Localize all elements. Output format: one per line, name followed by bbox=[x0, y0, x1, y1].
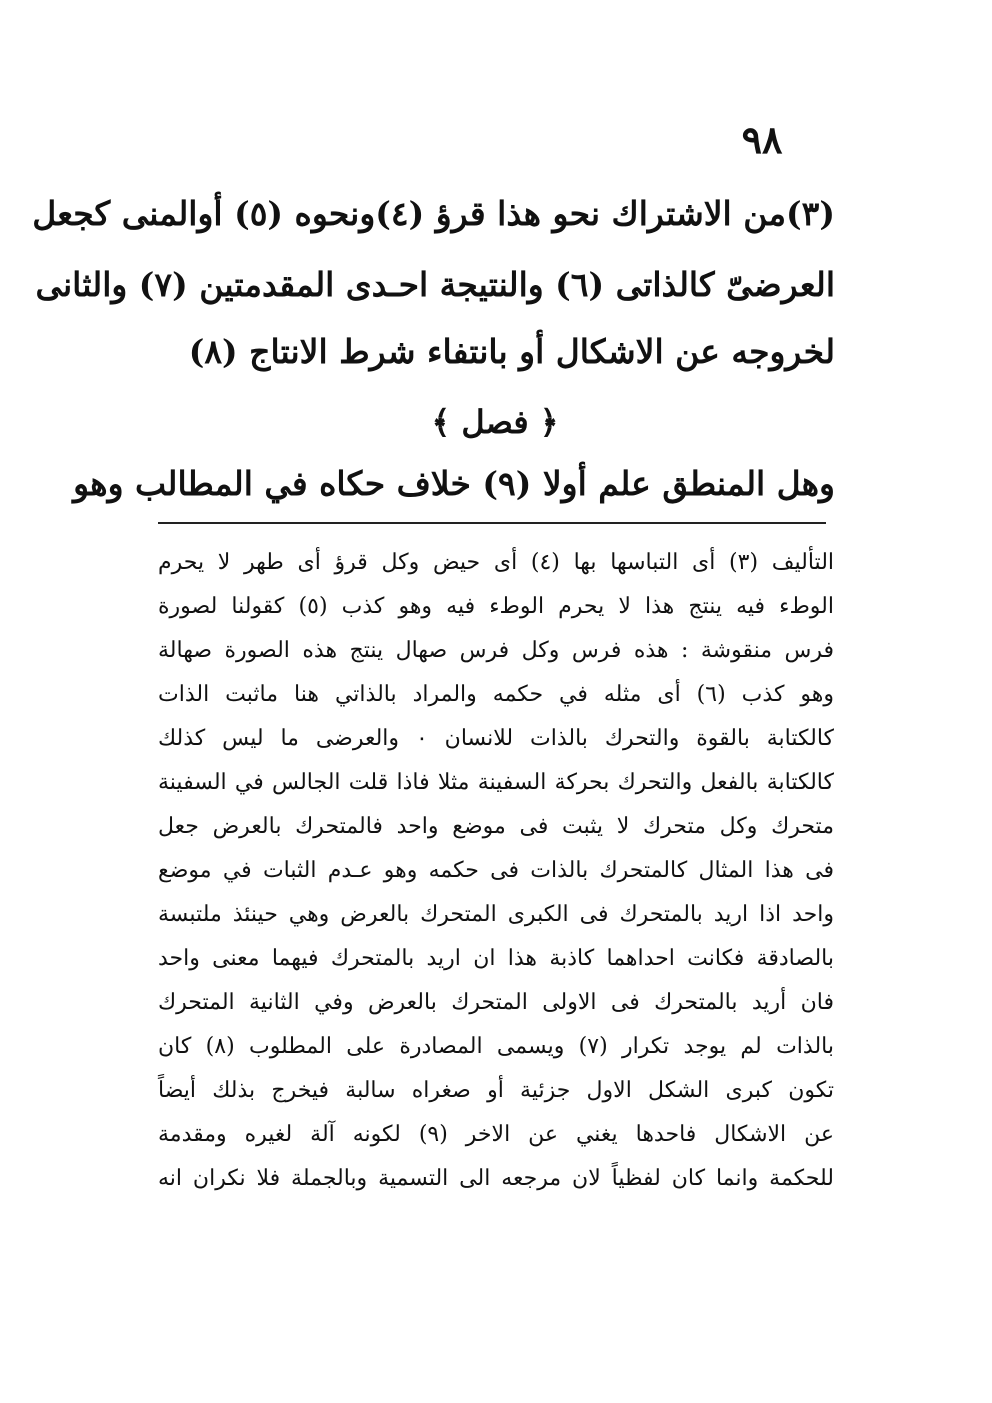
footnote-line-5: كالكتابة بالقوة والتحرك بالذات للانسان ٠ والعرضى ما ليس كذلك bbox=[158, 726, 834, 751]
footnote-divider bbox=[158, 522, 826, 524]
footnote-line-8: فى هذا المثال كالمتحرك بالذات فى حكمه وهو عـدم الثبات في موضع bbox=[158, 858, 834, 883]
footnote-line-4: وهو كذب (٦) أى مثله في حكمه والمراد بالذاتي هنا ماثبت الذات bbox=[158, 682, 834, 707]
footnote-line-9: واحد اذا اريد بالمتحرك فى الكبرى المتحرك بالعرض وهي حينئذ ملتبسة bbox=[158, 902, 834, 927]
section-heading: ﴿ فصل ﴾ bbox=[431, 403, 559, 441]
footnote-line-6: كالكتابة بالفعل والتحرك بحركة السفينة مثلا فاذا قلت الجالس في السفينة bbox=[158, 770, 834, 795]
footnote-line-3: فرس منقوشة : هذه فرس وكل فرس صهال ينتج هذه الصورة صهالة bbox=[158, 638, 834, 663]
main-text-line-1: (٣)من الاشتراك نحو هذا قرؤ (٤)ونحوه (٥) أوالمنى كجعل bbox=[32, 194, 835, 233]
footnote-line-7: متحرك وكل متحرك لا يثبت فى موضع واحد فالمتحرك بالعرض جعل bbox=[158, 814, 834, 839]
footnote-line-12: بالذات لم يوجد تكرار (٧) ويسمى المصادرة على المطلوب (٨) كان bbox=[158, 1034, 834, 1059]
footnote-line-14: عن الاشكال فاحدها يغني عن الاخر (٩) لكونه آلة لغيره ومقدمة bbox=[158, 1122, 834, 1147]
footnote-line-13: تكون كبرى الشكل الاول جزئية أو صغراه سالبة فيخرج بذلك أيضاً bbox=[158, 1078, 834, 1103]
body-line: وهل المنطق علم أولا (٩) خلاف حكاه في المطالب وهو bbox=[73, 464, 835, 503]
footnote-line-2: الوطء فيه ينتج هذا لا يحرم الوطء فيه وهو كذب (٥) كقولنا لصورة bbox=[158, 594, 834, 619]
footnote-line-11: فان أريد بالمتحرك فى الاولى المتحرك بالعرض وفي الثانية المتحرك bbox=[158, 990, 834, 1015]
footnote-line-1: التأليف (٣) أى التباسها بها (٤) أى حيض وكل قرؤ أى طهر لا يحرم bbox=[158, 550, 835, 575]
main-text-line-3: لخروجه عن الاشكال أو بانتفاء شرط الانتاج (٨) bbox=[188, 332, 835, 371]
main-text-line-2: العرضىّ كالذاتى (٦) والنتيجة احـدى المقدمتين (٧) والثانى bbox=[35, 265, 835, 304]
page-number: ٩٨ bbox=[741, 117, 783, 162]
footnote-line-15: للحكمة وانما كان لفظياً لان مرجعه الى التسمية وبالجملة فلا نكران انه bbox=[158, 1166, 834, 1191]
footnote-line-10: بالصادقة فكانت احداهما كاذبة هذا ان اريد بالمتحرك فيهما معنى واحد bbox=[158, 946, 834, 971]
